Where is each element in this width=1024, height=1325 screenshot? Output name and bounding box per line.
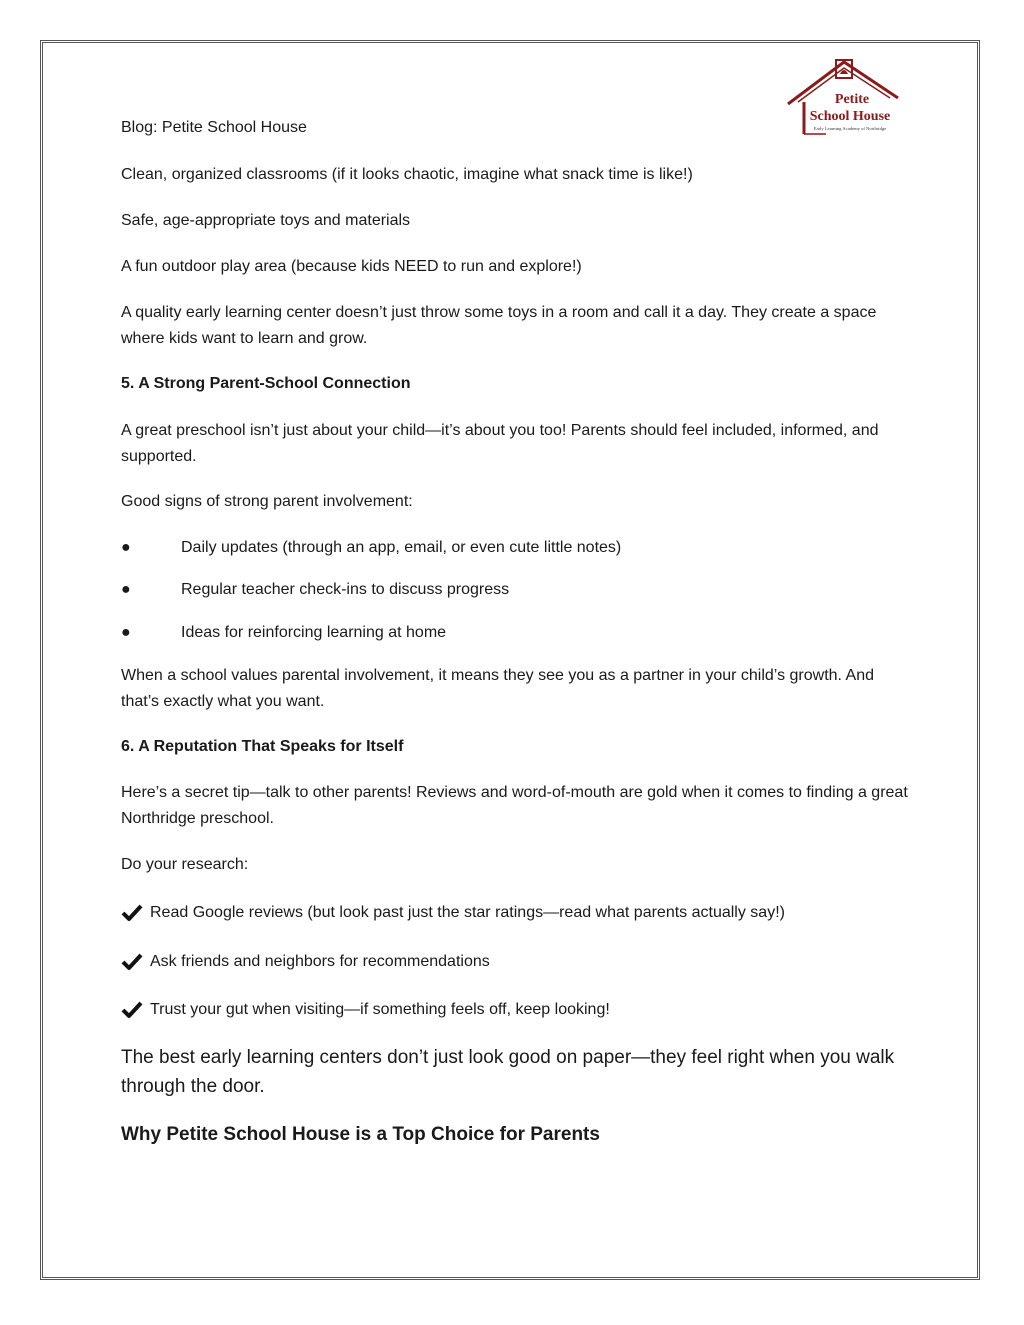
list-item bbox=[121, 997, 911, 1023]
paragraph-do-research: Do your research: bbox=[121, 856, 249, 873]
heading-section-5: 5. A Strong Parent-School Connection bbox=[121, 375, 411, 392]
paragraph-classrooms: Clean, organized classrooms (if it looks chaotic, imagine what snack time is like!) bbox=[121, 166, 693, 183]
paragraph-parental-involvement: When a school values parental involvement, it means they see you as a partner in your child’s growth. And that’s exactly what you want. bbox=[121, 667, 875, 710]
logo-line1: Petite bbox=[834, 92, 870, 107]
list-item bbox=[121, 577, 911, 603]
check-text: Ask friends and neighbors for recommendations bbox=[150, 953, 490, 970]
paragraph-toys: Safe, age-appropriate toys and materials bbox=[121, 212, 411, 229]
list-item bbox=[121, 535, 911, 561]
bullet-marker: ● bbox=[121, 624, 131, 641]
bullet-text: Ideas for reinforcing learning at home bbox=[181, 624, 447, 641]
heading-section-6: 6. A Reputation That Speaks for Itself bbox=[121, 738, 404, 755]
checkmark-icon bbox=[121, 904, 143, 922]
paragraph-outdoor: A fun outdoor play area (because kids NEED to run and explore!) bbox=[121, 258, 582, 275]
bullet-text: Regular teacher check-ins to discuss progress bbox=[181, 581, 510, 598]
bullet-marker: ● bbox=[121, 539, 131, 556]
list-item bbox=[121, 949, 911, 975]
list-item bbox=[121, 900, 911, 926]
paragraph-best-centers: The best early learning centers don’t just look good on paper—they feel right when you walk through the door. bbox=[121, 1047, 895, 1097]
logo-tagline: Early Learning Academy of Northridge bbox=[813, 126, 887, 131]
bullet-text: Daily updates (through an app, email, or even cute little notes) bbox=[181, 539, 622, 556]
heading-why-petite: Why Petite School House is a Top Choice for Parents bbox=[121, 1124, 600, 1145]
bullet-marker: ● bbox=[121, 581, 131, 598]
paragraph-good-signs: Good signs of strong parent involvement: bbox=[121, 493, 413, 510]
check-text: Read Google reviews (but look past just the star ratings—read what parents actually say!) bbox=[150, 904, 785, 921]
list-item bbox=[121, 620, 911, 646]
blog-title: Blog: Petite School House bbox=[121, 119, 307, 136]
checkmark-icon bbox=[121, 1001, 143, 1019]
paragraph-secret-tip: Here’s a secret tip—talk to other parents! Reviews and word-of-mouth are gold when it comes to finding a great Northridge preschool. bbox=[121, 784, 908, 827]
logo-line2: School House bbox=[809, 109, 891, 124]
paragraph-parents-included: A great preschool isn’t just about your child—it’s about you too! Parents should feel included, informed, and supported. bbox=[121, 422, 879, 465]
check-text: Trust your gut when visiting—if something feels off, keep looking! bbox=[150, 1001, 610, 1018]
paragraph-quality-center: A quality early learning center doesn’t just throw some toys in a room and call it a day. They create a space where kids want to learn and grow. bbox=[121, 304, 877, 347]
checkmark-icon bbox=[121, 953, 143, 971]
